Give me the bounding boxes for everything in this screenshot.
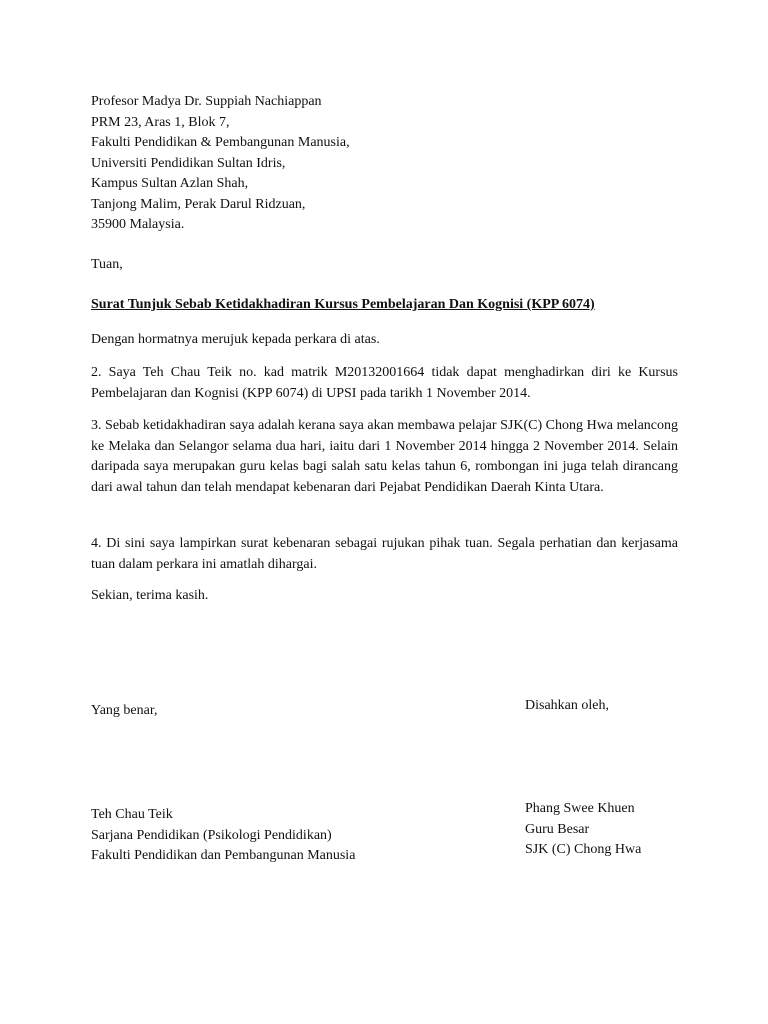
- recipient-name: Profesor Madya Dr. Suppiah Nachiappan: [91, 94, 322, 109]
- letter-subject: Surat Tunjuk Sebab Ketidakhadiran Kursus Pembelajaran Dan Kognisi (KPP 6074): [91, 297, 595, 312]
- approver-position: Guru Besar: [525, 821, 590, 837]
- sender-title: Sarjana Pendidikan (Psikologi Pendidikan): [91, 827, 332, 843]
- paragraph-2: 2. Saya Teh Chau Teik no. kad matrik M20132001664 tidak dapat menghadirkan diri ke Kursus Pembelajaran dan Kognisi (KPP 6074) di UPSI pada tarikh 1 November 2014.: [91, 365, 678, 401]
- sender-faculty: Fakulti Pendidikan dan Pembangunan Manusia: [91, 848, 356, 863]
- recipient-address: [91, 92, 350, 236]
- recipient-faculty: Fakulti Pendidikan & Pembangunan Manusia,: [91, 135, 350, 150]
- approver-school: SJK (C) Chong Hwa: [525, 842, 642, 857]
- opening-paragraph: Dengan hormatnya merujuk kepada perkara di atas.: [91, 332, 380, 347]
- paragraph-3: 3. Sebab ketidakhadiran saya adalah kerana saya akan membawa pelajar SJK(C) Chong Hwa melancong ke Melaka dan Selangor selama dua hari, iaitu dari 1 November 2014 hingga 2 November 2014. Selain daripada saya merupakan guru kelas bagi salah satu kelas tahun 6, rombongan ini juga telah dirancang dari awal tahun dan telah mendapat kebenaran dari Pejabat Pendidikan Daerah Kinta Utara.: [91, 418, 678, 495]
- closing-line: Sekian, terima kasih.: [91, 588, 209, 603]
- recipient-postcode: 35900 Malaysia.: [91, 217, 185, 232]
- approval-label: Disahkan oleh,: [525, 698, 609, 713]
- paragraph-4: 4. Di sini saya lampirkan surat kebenaran sebagai rujukan pihak tuan. Segala perhatian dan kerjasama tuan dalam perkara ini amatlah dihargai.: [91, 536, 678, 572]
- sender-signature-block: [91, 805, 355, 867]
- sender-name: Teh Chau Teik: [91, 807, 173, 822]
- salutation: Tuan,: [91, 257, 123, 272]
- approver-signature-block: [525, 799, 641, 861]
- recipient-room: PRM 23, Aras 1, Blok 7,: [91, 114, 230, 130]
- recipient-town: Tanjong Malim, Perak Darul Ridzuan,: [91, 196, 306, 212]
- approver-name: Phang Swee Khuen: [525, 801, 635, 816]
- recipient-university: Universiti Pendidikan Sultan Idris,: [91, 155, 286, 171]
- valediction: Yang benar,: [91, 703, 158, 718]
- recipient-campus: Kampus Sultan Azlan Shah,: [91, 176, 249, 191]
